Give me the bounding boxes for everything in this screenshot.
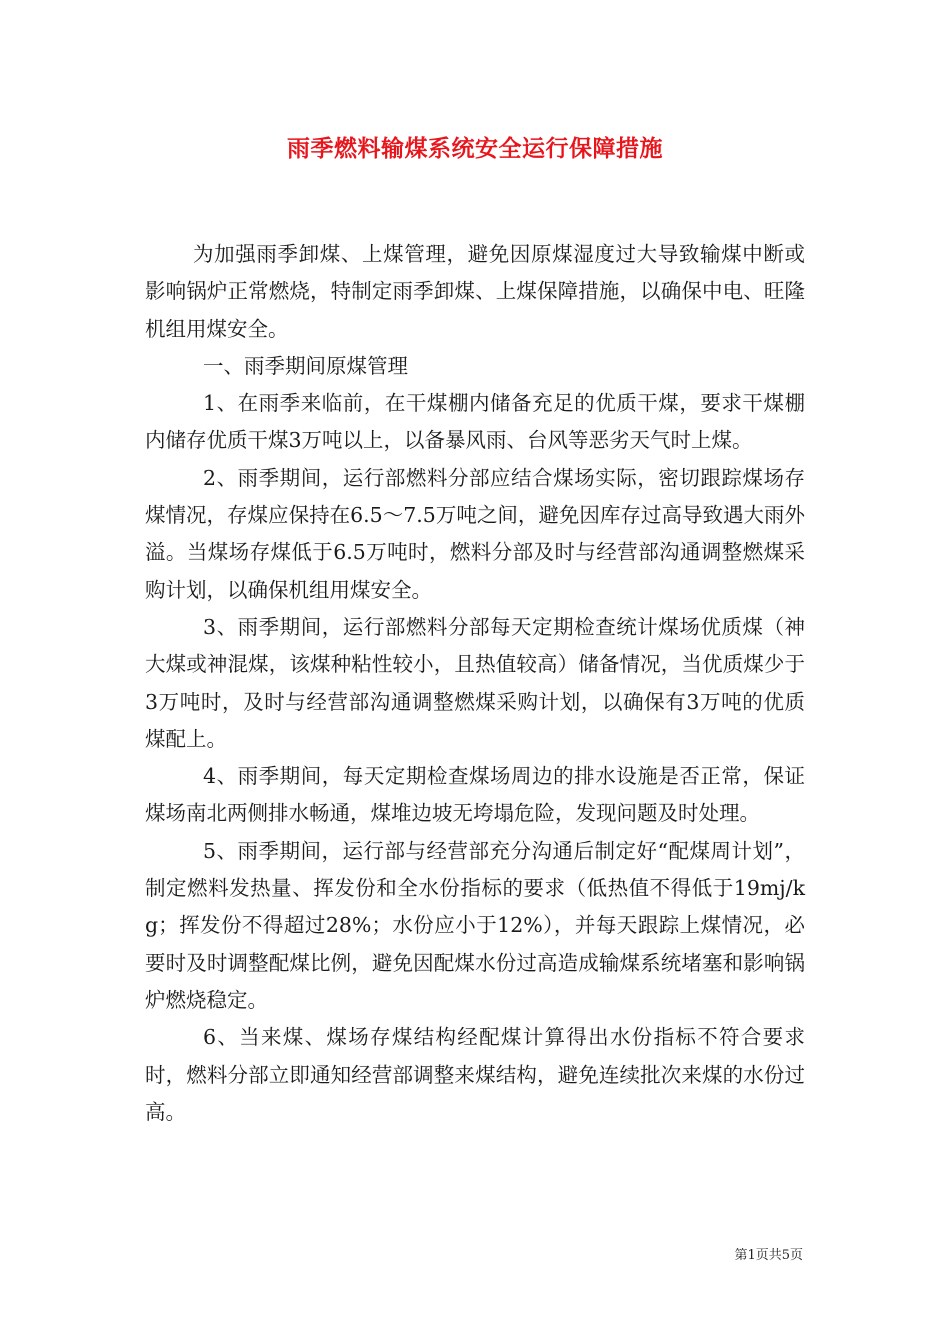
list-item-2: 2、雨季期间，运行部燃料分部应结合煤场实际，密切跟踪煤场存煤情况，存煤应保持在6.5～7.5万吨之间，避免因库存过高导致遇大雨外溢。当煤场存煤低于6.5万吨时，燃料分部及时与经营部沟通调整燃煤采购计划，以确保机组用煤安全。 xyxy=(145,465,805,602)
list-item-6: 6、当来煤、煤场存煤结构经配煤计算得出水份指标不符合要求时，燃料分部立即通知经营部调整来煤结构，避免连续批次来煤的水份过高。 xyxy=(145,1025,805,1124)
section-heading: 一、雨季期间原煤管理 xyxy=(203,353,408,378)
intro-paragraph: 为加强雨季卸煤、上煤管理，避免因原煤湿度过大导致输煤中断或影响锅炉正常燃烧，特制定雨季卸煤、上煤保障措施，以确保中电、旺隆机组用煤安全。 xyxy=(145,242,805,341)
list-item-5: 5、雨季期间，运行部与经营部充分沟通后制定好“配煤周计划”，制定燃料发热量、挥发份和全水份指标的要求（低热值不得低于19mj/kg；挥发份不得超过28%；水份应小于12%），并每天跟踪上煤情况，必要时及时调整配煤比例，避免因配煤水份过高造成输煤系统堵塞和影响锅炉燃烧稳定。 xyxy=(145,838,805,1012)
list-item-3: 3、雨季期间，运行部燃料分部每天定期检查统计煤场优质煤（神大煤或神混煤，该煤种粘性较小，且热值较高）储备情况，当优质煤少于3万吨时，及时与经营部沟通调整燃煤采购计划，以确保有3万吨的优质煤配上。 xyxy=(145,614,805,751)
list-item-4: 4、雨季期间，每天定期检查煤场周边的排水设施是否正常，保证煤场南北两侧排水畅通，煤堆边坡无垮塌危险，发现问题及时处理。 xyxy=(145,764,805,826)
document-body xyxy=(145,236,805,1131)
page-number: 第1页共5页 xyxy=(734,1248,803,1263)
page-title: 雨季燃料输煤系统安全运行保障措施 xyxy=(287,136,663,162)
list-item-1: 1、在雨季来临前，在干煤棚内储备充足的优质干煤，要求干煤棚内储存优质干煤3万吨以上，以备暴风雨、台风等恶劣天气时上煤。 xyxy=(145,391,805,453)
